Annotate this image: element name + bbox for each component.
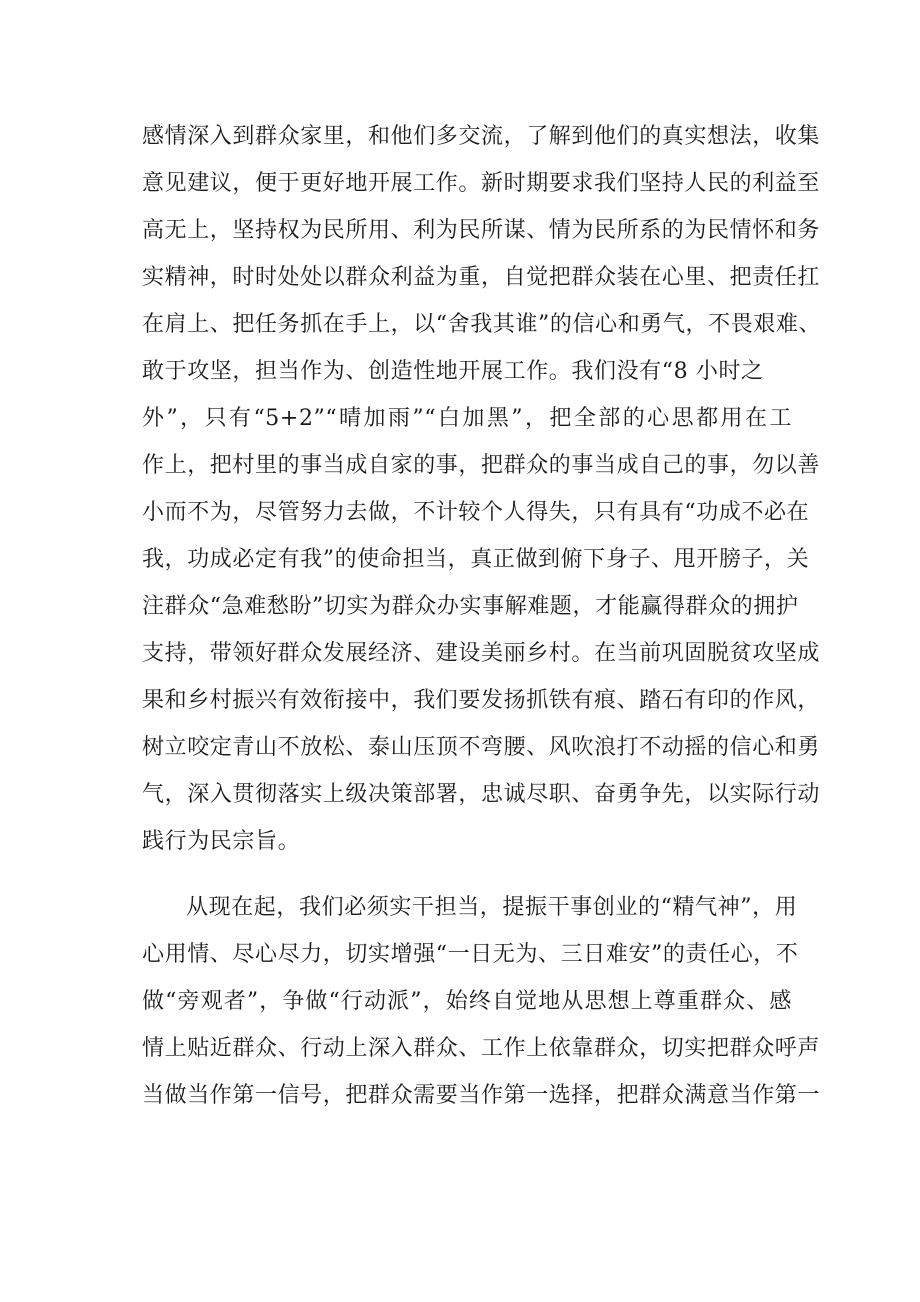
- text-line: 践行为民宗旨。: [142, 829, 301, 854]
- text-line: 支持，带领好群众发展经济、建设美丽乡村。在当前巩固脱贫攻坚成: [142, 641, 821, 666]
- text-line: 感情深入到群众家里，和他们多交流，了解到他们的真实想法，收集: [142, 124, 821, 149]
- text-line: 高无上，坚持权为民所用、利为民所谋、情为民所系的为民情怀和务: [142, 218, 821, 243]
- text-line: 树立咬定青山不放松、泰山压顶不弯腰、风吹浪打不动摇的信心和勇: [142, 735, 821, 760]
- text-line: 我，功成必定有我”的使命担当，真正做到俯下身子、甩开膀子，关: [142, 547, 810, 572]
- text-line: 气，深入贯彻落实上级决策部署，忠诚尽职、奋勇争先，以实际行动: [142, 782, 821, 807]
- text-line: 果和乡村振兴有效衔接中，我们要发扬抓铁有痕、踏石有印的作风，: [142, 688, 821, 713]
- text-line: 敢于攻坚，担当作为、创造性地开展工作。我们没有“8 小时之: [142, 359, 764, 384]
- text-line: 在肩上、把任务抓在手上，以“舍我其谁”的信心和勇气，不畏艰难、: [142, 312, 822, 337]
- text-line: 情上贴近群众、行动上深入群众、工作上依靠群众，切实把群众呼声: [142, 1036, 821, 1061]
- text-line: 从现在起，我们必须实干担当，提振干事创业的“精气神”，用: [186, 895, 798, 920]
- text-line: 实精神，时时处处以群众利益为重，自觉把群众装在心里、把责任扛: [142, 265, 821, 290]
- text-line: 外”，只有“5+2”“晴加雨”“白加黑”，把全部的心思都用在工: [142, 406, 792, 431]
- text-line: 作上，把村里的事当成自家的事，把群众的事当成自己的事，勿以善: [142, 453, 821, 478]
- text-line: 做“旁观者”，争做“行动派”，始终自觉地从思想上尊重群众、感: [142, 989, 792, 1014]
- text-line: 心用情、尽心尽力，切实增强“一日无为、三日难安”的责任心，不: [142, 942, 799, 967]
- text-line: 小而不为，尽管努力去做，不计较个人得失，只有具有“功成不必在: [142, 500, 810, 525]
- text-line: 意见建议，便于更好地开展工作。新时期要求我们坚持人民的利益至: [142, 171, 821, 196]
- text-line: 当做当作第一信号，把群众需要当作第一选择，把群众满意当作第一: [142, 1083, 821, 1108]
- text-line: 注群众“急难愁盼”切实为群众办实事解难题，才能赢得群众的拥护: [142, 594, 799, 619]
